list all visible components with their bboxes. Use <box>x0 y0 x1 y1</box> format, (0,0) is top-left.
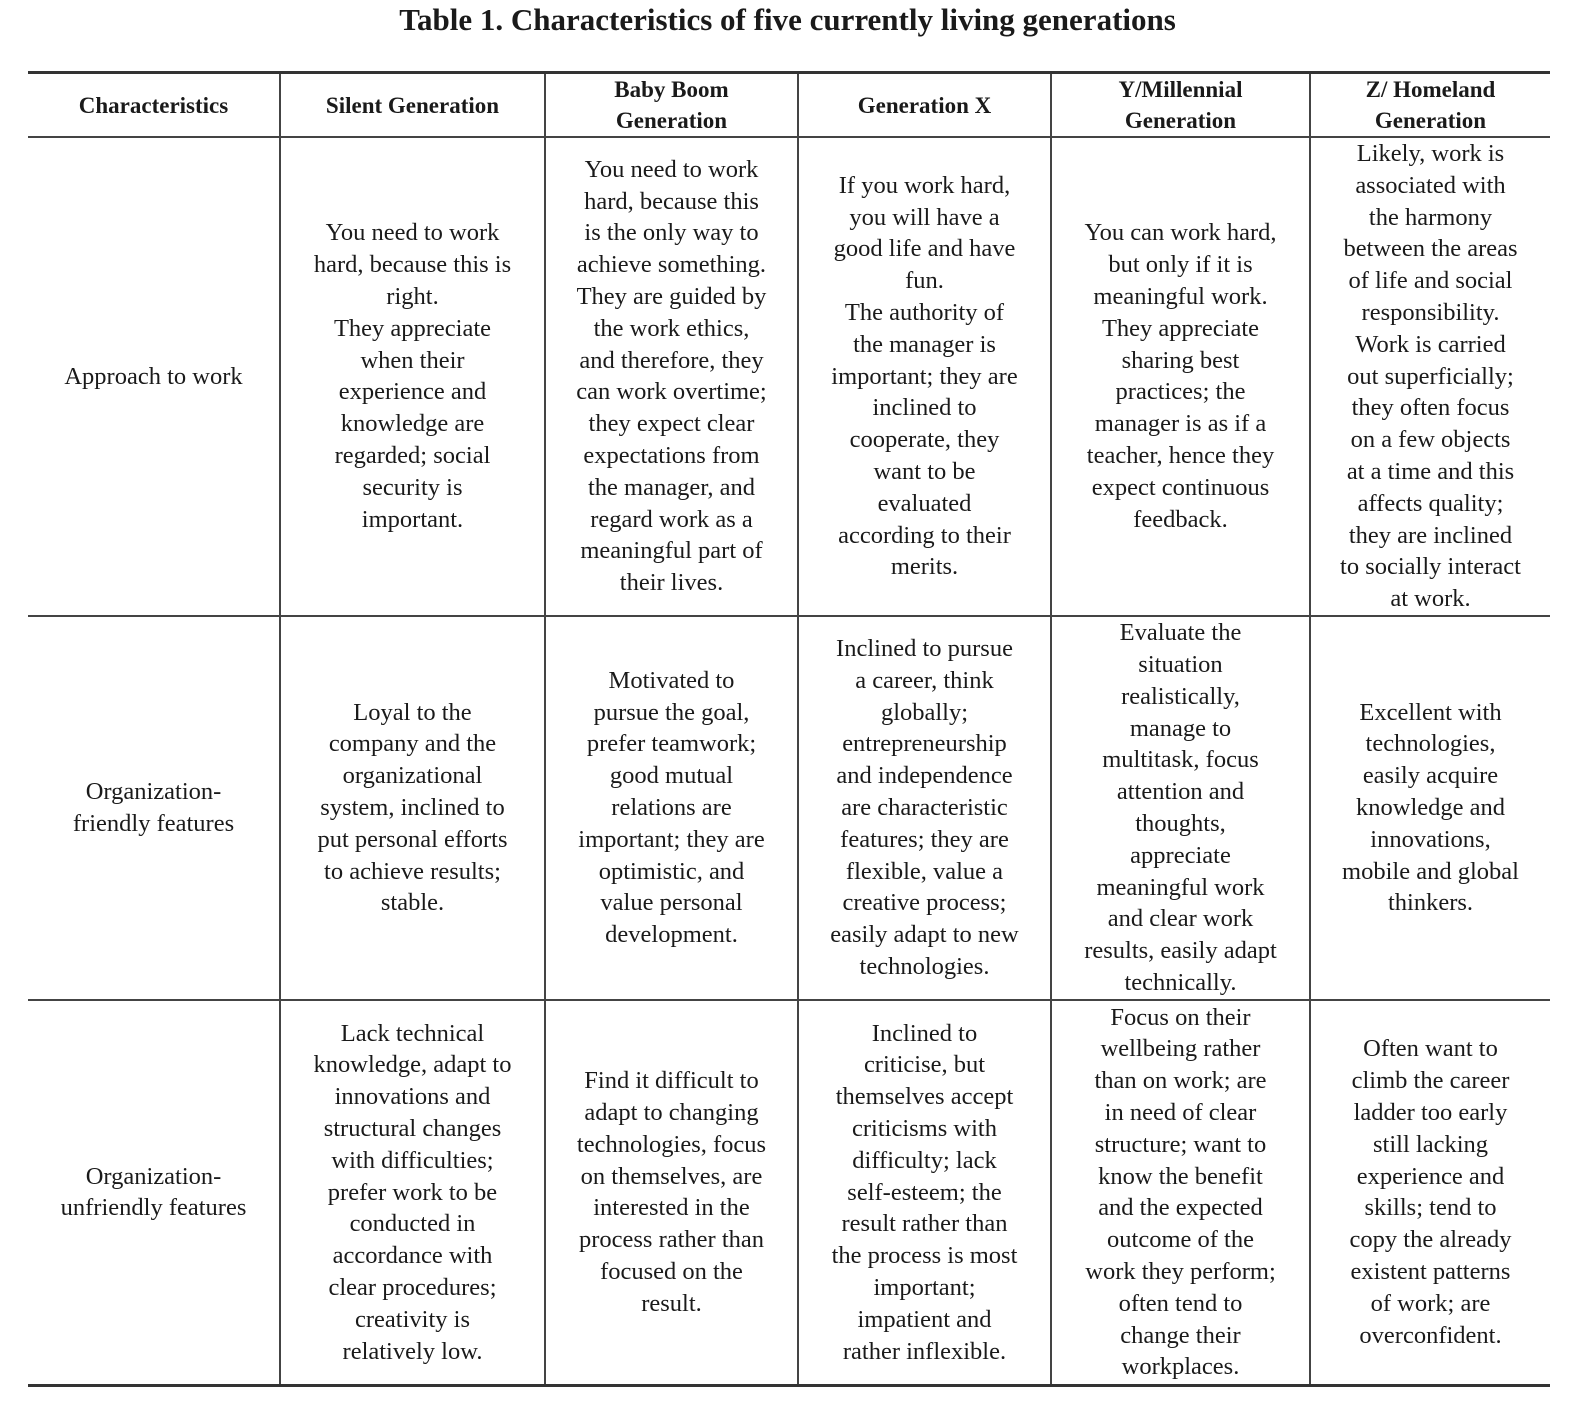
table-cell: Loyal to the company and the organizational system, inclined to put personal efforts to achieve results; stable. <box>280 616 545 1000</box>
table-row <box>28 137 1550 616</box>
table-cell: Lack technical knowledge, adapt to innovations and structural changes with difficulties; prefer work to be conducted in accordance with clear procedures; creativity is relatively low. <box>280 1000 545 1386</box>
table-cell: Inclined to pursue a career, think globally; entrepreneurship and independence are characteristic features; they are flexible, value a creative process; easily adapt to new technologies. <box>798 616 1051 1000</box>
table-cell: You can work hard, but only if it is meaningful work. They appreciate sharing best practices; the manager is as if a teacher, hence they expect continuous feedback. <box>1051 137 1310 616</box>
table-cell: Inclined to criticise, but themselves accept criticisms with difficulty; lack self-esteem; the result rather than the process is most important; impatient and rather inflexible. <box>798 1000 1051 1386</box>
row-label: Organization- friendly features <box>28 616 280 1000</box>
table-row <box>28 616 1550 1000</box>
header-characteristics: Characteristics <box>28 73 280 138</box>
table-row <box>28 1000 1550 1386</box>
header-millennial: Y/Millennial Generation <box>1051 73 1310 138</box>
header-silent: Silent Generation <box>280 73 545 138</box>
table-cell: Excellent with technologies, easily acquire knowledge and innovations, mobile and global thinkers. <box>1310 616 1550 1000</box>
header-gen-x: Generation X <box>798 73 1051 138</box>
table-cell: Motivated to pursue the goal, prefer teamwork; good mutual relations are important; they are optimistic, and value personal development. <box>545 616 798 1000</box>
table-cell: You need to work hard, because this is the only way to achieve something. They are guided by the work ethics, and therefore, they can work overtime; they expect clear expectations from the manager, and regard work as a meaningful part of their lives. <box>545 137 798 616</box>
table-title: Table 1. Characteristics of five currently living generations <box>399 2 1176 37</box>
table-cell: If you work hard, you will have a good life and have fun. The authority of the manager is important; they are inclined to cooperate, they want to be evaluated according to their merits. <box>798 137 1051 616</box>
table-cell: Likely, work is associated with the harmony between the areas of life and social responsibility. Work is carried out superficially; they often focus on a few objects at a time and this affects quality; they are inclined to socially interact at work. <box>1310 137 1550 616</box>
table-cell: Focus on their wellbeing rather than on work; are in need of clear structure; want to know the benefit and the expected outcome of the work they perform; often tend to change their workplaces. <box>1051 1000 1310 1386</box>
table-cell: Find it difficult to adapt to changing technologies, focus on themselves, are interested in the process rather than focused on the result. <box>545 1000 798 1386</box>
table-cell: You need to work hard, because this is right. They appreciate when their experience and knowledge are regarded; social security is important. <box>280 137 545 616</box>
header-baby-boom: Baby Boom Generation <box>545 73 798 138</box>
row-label: Organization- unfriendly features <box>28 1000 280 1386</box>
row-label: Approach to work <box>28 137 280 616</box>
table-cell: Evaluate the situation realistically, manage to multitask, focus attention and thoughts, appreciate meaningful work and clear work results, easily adapt technically. <box>1051 616 1310 1000</box>
generations-table <box>28 71 1550 1387</box>
header-gen-z: Z/ Homeland Generation <box>1310 73 1550 138</box>
table-cell: Often want to climb the career ladder too early still lacking experience and skills; tend to copy the already existent patterns of work; are overconfident. <box>1310 1000 1550 1386</box>
header-row <box>28 73 1550 138</box>
